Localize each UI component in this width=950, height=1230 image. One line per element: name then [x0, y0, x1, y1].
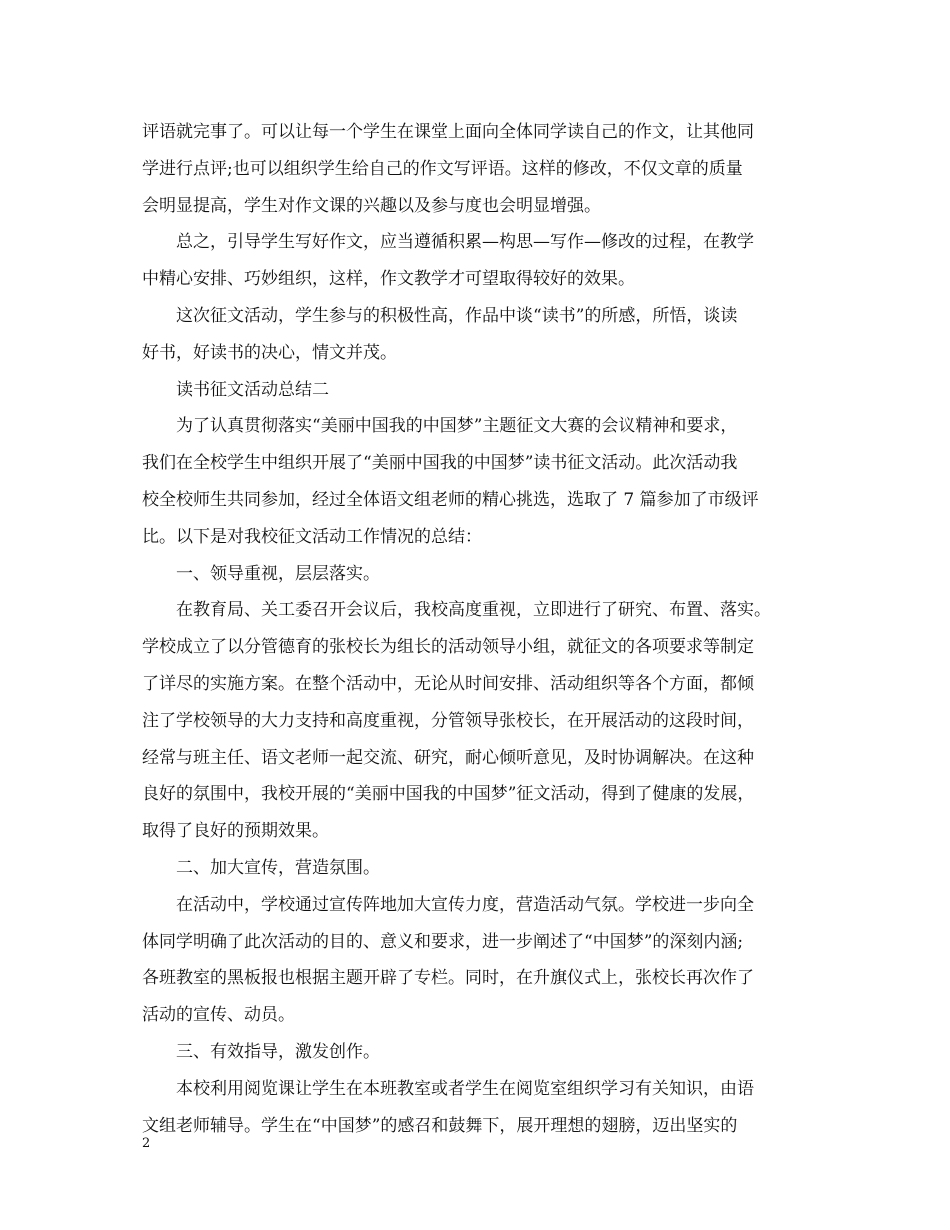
text-line: 中精心安排、巧妙组织，这样，作文教学才可望取得较好的效果。: [142, 269, 635, 290]
text-line: 学进行点评;也可以组织学生给自己的作文写评语。这样的修改，不仅文章的质量: [142, 158, 743, 179]
text-line: 读书征文活动总结二: [176, 379, 329, 400]
text-line: 各班教室的黑板报也根据主题开辟了专栏。同时，在升旗仪式上，张校长再次作了: [142, 968, 754, 989]
text-line: 会明显提高，学生对作文课的兴趣以及参与度也会明显增强。: [142, 195, 601, 216]
text-line: 学校成立了以分管德育的张校长为组长的活动领导小组，就征文的各项要求等制定: [142, 637, 754, 658]
text-line: 良好的氛围中，我校开展的“美丽中国我的中国梦”征文活动，得到了健康的发展，: [142, 784, 755, 805]
text-line: 我们在全校学生中组织开展了“美丽中国我的中国梦”读书征文活动。此次活动我: [142, 453, 738, 474]
text-line: 体同学明确了此次活动的目的、意义和要求，进一步阐述了“中国梦”的深刻内涵;: [142, 931, 744, 952]
text-line: 好书，好读书的决心，情文并茂。: [142, 342, 397, 363]
page-number: 2: [142, 1136, 151, 1151]
text-line: 三、有效指导，激发创作。: [176, 1041, 380, 1062]
text-line: 校全校师生共同参加，经过全体语文组老师的精心挑选，选取了 7 篇参加了市级评: [142, 489, 759, 510]
text-line: 在教育局、关工委召开会议后，我校高度重视，立即进行了研究、布置、落实。: [176, 600, 771, 621]
document-body: [142, 114, 812, 1144]
text-line: 注了学校领导的大力支持和高度重视，分管领导张校长，在开展活动的这段时间，: [142, 710, 754, 731]
text-line: 这次征文活动，学生参与的积极性高，作品中谈“读书”的所感，所悟，谈读: [176, 305, 738, 326]
text-line: 了详尽的实施方案。在整个活动中，无论从时间安排、活动组织等各个方面，都倾: [142, 673, 754, 694]
text-line: 比。以下是对我校征文活动工作情况的总结：: [142, 526, 482, 547]
text-line: 取得了良好的预期效果。: [142, 821, 329, 842]
text-line: 文组老师辅导。学生在“中国梦”的感召和鼓舞下，展开理想的翅膀，迈出坚实的: [142, 1115, 738, 1136]
text-line: 二、加大宣传，营造氛围。: [176, 857, 380, 878]
text-line: 总之，引导学生写好作文，应当遵循积累—构思—写作—修改的过程，在教学: [176, 232, 754, 253]
text-line: 本校利用阅览课让学生在本班教室或者学生在阅览室组织学习有关知识，由语: [176, 1078, 754, 1099]
text-line: 一、领导重视，层层落实。: [176, 563, 380, 584]
text-line: 经常与班主任、语文老师一起交流、研究，耐心倾听意见，及时协调解决。在这种: [142, 747, 754, 768]
text-line: 为了认真贯彻落实“美丽中国我的中国梦”主题征文大赛的会议精神和要求，: [176, 416, 738, 437]
text-line: 在活动中，学校通过宣传阵地加大宣传力度，营造活动气氛。学校进一步向全: [176, 894, 754, 915]
text-line: 评语就完事了。可以让每一个学生在课堂上面向全体同学读自己的作文，让其他同: [142, 122, 754, 142]
text-line: 活动的宣传、动员。: [142, 1005, 295, 1026]
